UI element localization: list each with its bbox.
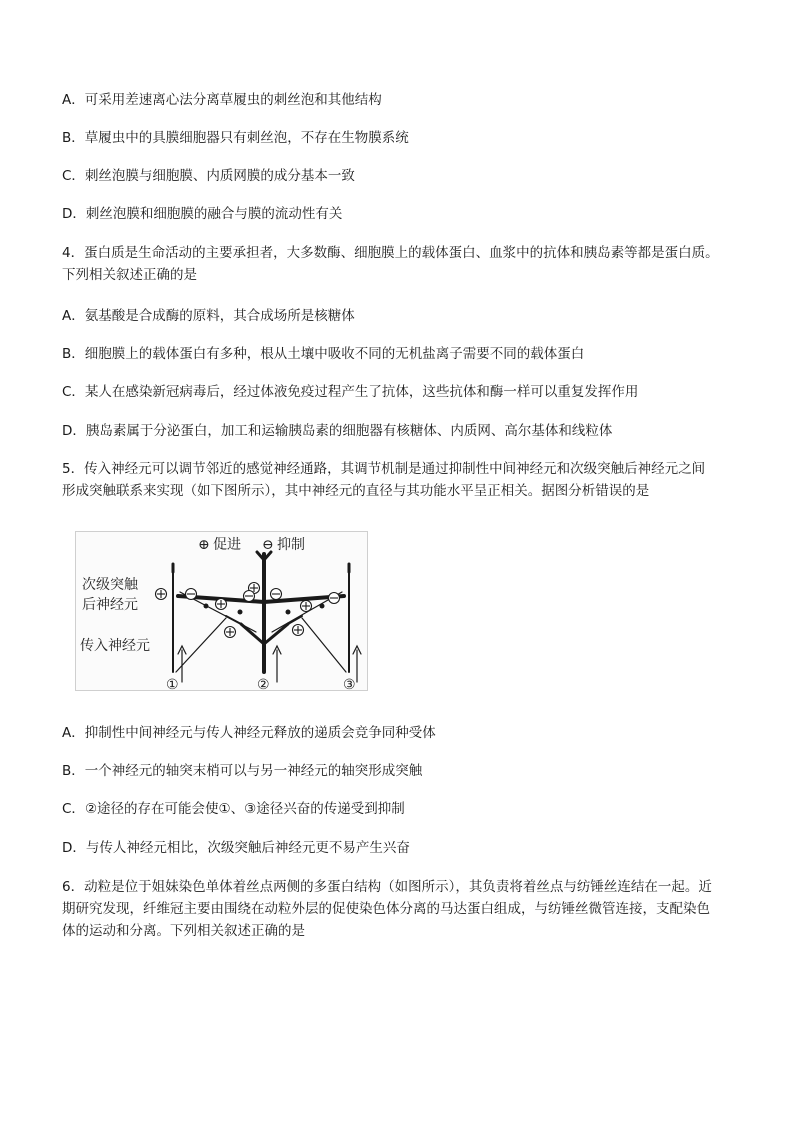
q3-option-b: B．草履虫中的具膜细胞器只有刺丝泡，不存在生物膜系统 [62,130,409,146]
legend-promote-symbol: ⊕ [198,537,210,553]
q5-stem-line1: 5．传入神经元可以调节邻近的感觉神经通路，其调节机制是通过抑制性中间神经元和次级突触后神经元之间 [62,461,706,477]
neural-pathway-figure [75,531,368,691]
legend-promote-label: 促进 [213,537,241,553]
q3-option-c: C．刺丝泡膜与细胞膜、内质网膜的成分基本一致 [62,168,355,184]
q4-option-d: D．胰岛素属于分泌蛋白，加工和运输胰岛素的细胞器有核糖体、内质网、高尔基体和线粒体 [62,423,613,439]
q6-stem [62,876,752,942]
q5-option-a: A．抑制性中间神经元与传人神经元释放的递质会竞争同种受体 [62,725,436,741]
q4-option-c: C．某人在感染新冠病毒后，经过体液免疫过程产生了抗体，这些抗体和酶一样可以重复发挥作用 [62,384,639,400]
neuron-drawing [173,552,361,682]
q4-stem [62,242,752,286]
q5-stem [62,458,752,502]
legend-inhibit-symbol: ⊖ [262,537,274,553]
q3-option-a: A．可采用差速离心法分离草履虫的刺丝泡和其他结构 [62,92,382,108]
q3-option-d: D．刺丝泡膜和细胞膜的融合与膜的流动性有关 [62,206,343,222]
q6-stem-line2: 期研究发现，纤维冠主要由围绕在动粒外层的促使染色体分离的马达蛋白组成，与纺锤丝微管连接，支配染色 [62,901,710,917]
q4-stem-line2: 下列相关叙述正确的是 [62,267,197,283]
q5-option-d: D．与传人神经元相比，次级突触后神经元更不易产生兴奋 [62,840,410,856]
q4-stem-line1: 4．蛋白质是生命活动的主要承担者，大多数酶、细胞膜上的载体蛋白、血浆中的抗体和胰岛素等都是蛋白质。 [62,245,719,261]
label-secondary-neuron-line2: 后神经元 [82,597,138,613]
pathway-2-label: ② [257,677,270,692]
q6-stem-line1: 6．动粒是位于姐妹染色单体着丝点两侧的多蛋白结构（如图所示），其负责将着丝点与纺锤丝连结在一起。近 [62,879,712,895]
q4-option-a: A．氨基酸是合成酶的原料，其合成场所是核糖体 [62,308,355,324]
label-secondary-neuron-line1: 次级突触 [82,577,138,593]
q5-option-b: B．一个神经元的轴突末梢可以与另一神经元的轴突形成突触 [62,763,423,779]
q6-stem-line3: 体的运动和分离。下列相关叙述正确的是 [62,923,305,939]
pathway-3-label: ③ [343,677,356,692]
q4-option-b: B．细胞膜上的载体蛋白有多种，根从土壤中吸收不同的无机盐离子需要不同的载体蛋白 [62,346,585,362]
legend-inhibit-label: 抑制 [277,537,305,553]
label-afferent-neuron: 传入神经元 [80,638,150,654]
q5-option-c: C．②途径的存在可能会使①、③途径兴奋的传递受到抑制 [62,801,405,817]
q5-stem-line2: 形成突触联系来实现（如下图所示），其中神经元的直径与其功能水平呈正相关。据图分析错误的是 [62,483,650,499]
pathway-1-label: ① [166,677,179,692]
neural-pathway-diagram [76,532,369,692]
